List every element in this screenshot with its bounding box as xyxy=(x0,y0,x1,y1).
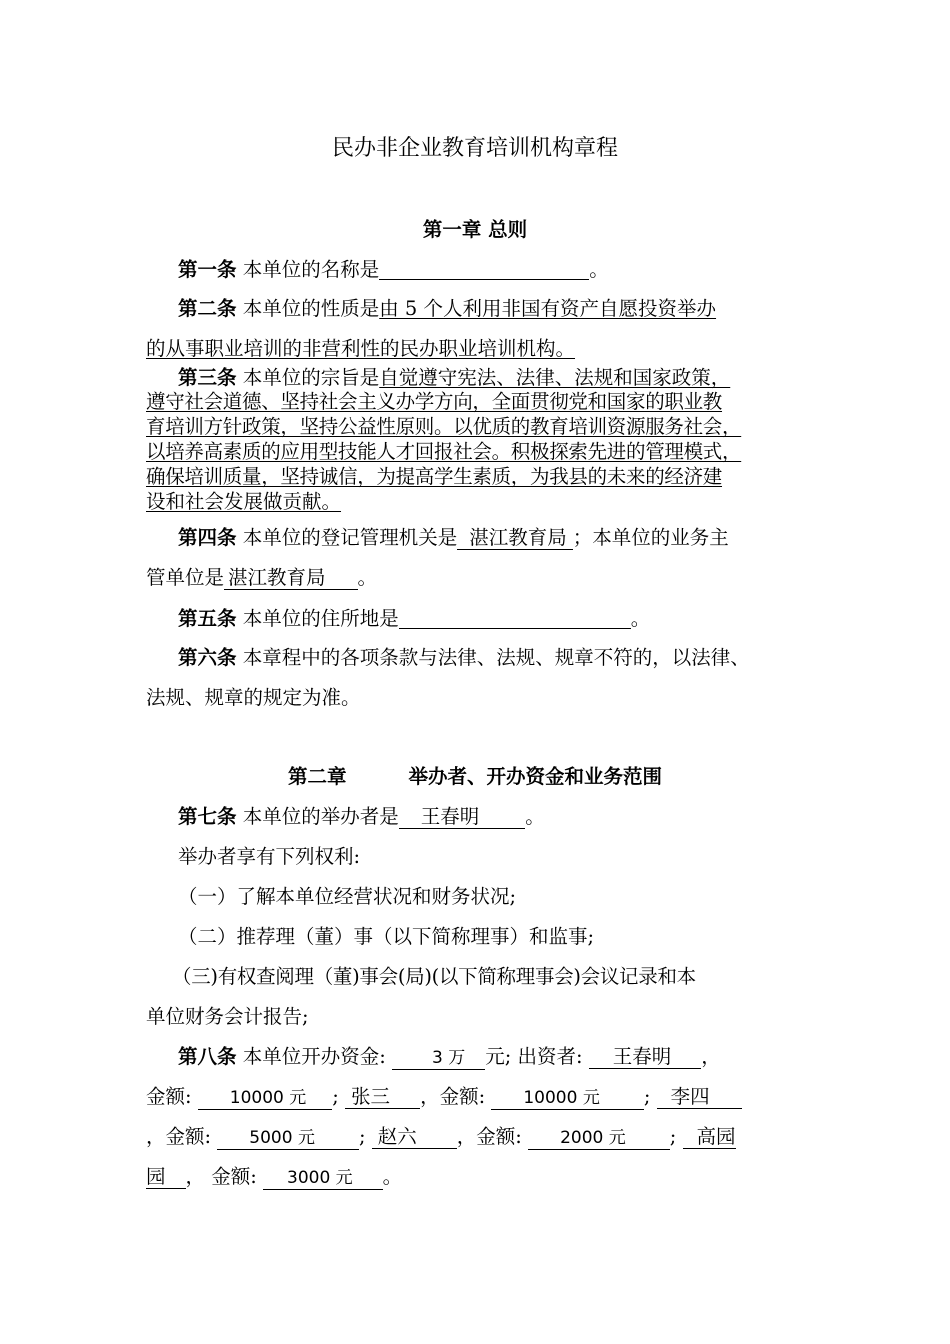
amount-3-field[interactable]: 5000 元 xyxy=(217,1127,359,1150)
amount-label: 金额: xyxy=(165,1125,212,1148)
registration-authority-field[interactable]: 湛江教育局 xyxy=(457,527,573,550)
amount-2-field[interactable]: 10000 元 xyxy=(491,1087,643,1110)
article-2-label: 第二条 xyxy=(178,297,237,320)
comma: ， xyxy=(701,1045,721,1068)
investor-4-field[interactable]: 赵六 xyxy=(372,1126,457,1149)
article-8-line-1 xyxy=(178,1045,721,1070)
article-3-purpose-line-1: 自觉遵守宪法、法律、法规和国家政策， xyxy=(379,366,731,389)
article-4-text-3: 管单位是 xyxy=(146,566,225,589)
article-3-purpose-line-5: 确保培训质量，坚持诚信，为提高学生素质，为我县的未来的经济建 xyxy=(146,465,723,488)
article-5 xyxy=(178,606,650,631)
article-3-purpose-line-4: 以培养高素质的应用型技能人才回报社会。积极探索先进的管理模式， xyxy=(146,440,742,463)
name-blank[interactable] xyxy=(379,257,589,280)
article-6-text-1: 本章程中的各项条款与法律、法规、规章不符的，以法律、 xyxy=(242,646,750,669)
founder-field[interactable]: 王春明 xyxy=(399,806,526,829)
article-8-line-2: 金额: 10000 元 ; 张三 ，金额: 10000 元 ; 李四 xyxy=(146,1085,742,1110)
article-4-line-1 xyxy=(178,526,729,550)
amount-4-field[interactable]: 2000 元 xyxy=(528,1127,670,1150)
investor-1-field[interactable]: 王春明 xyxy=(589,1046,702,1069)
article-3-line-1 xyxy=(178,366,730,390)
chapter-2-number: 第二章 xyxy=(287,765,347,788)
capital-field[interactable]: 3 万 xyxy=(392,1047,485,1070)
founder-right-3-line-1: （三)有权查阅理（董)事会(局)(以下简称理事会)会议记录和本 xyxy=(172,965,696,988)
article-6-label: 第六条 xyxy=(178,646,237,669)
supervisory-unit-field[interactable]: 湛江教育局 xyxy=(224,567,358,590)
article-5-end: 。 xyxy=(630,607,651,630)
investor-5-field-part-2[interactable]: 园 xyxy=(146,1166,186,1189)
investor-2-field[interactable]: 张三 xyxy=(345,1086,420,1109)
investor-5-field-part-1[interactable]: 高园 xyxy=(683,1126,736,1149)
article-4-text-2: ；本单位的业务主 xyxy=(572,526,729,549)
amount-5-field[interactable]: 3000 元 xyxy=(263,1167,383,1190)
article-8-line-3: ，金额: 5000 元 ; 赵六 ，金额: 2000 元 ; 高园 xyxy=(146,1125,736,1148)
article-8-line-4: 园 ， 金额: 3000 元 。 xyxy=(146,1165,403,1188)
article-8-text: 本单位开办资金: xyxy=(242,1045,386,1068)
capital-unit: 元; 出资者: xyxy=(485,1045,583,1068)
article-3-purpose-line-2: 遵守社会道德、坚持社会主义办学方向，全面贯彻党和国家的职业教 xyxy=(146,390,723,413)
article-1-label: 第一条 xyxy=(178,258,237,281)
article-8-end: 。 xyxy=(382,1165,403,1188)
article-4-text-1: 本单位的登记管理机关是 xyxy=(242,526,458,549)
article-7-end: 。 xyxy=(525,805,545,828)
investor-3-field[interactable]: 李四 xyxy=(657,1086,742,1109)
article-6-text-2: 法规、规章的规定为准。 xyxy=(146,686,361,709)
address-blank[interactable] xyxy=(399,606,631,629)
article-4-end: 。 xyxy=(357,566,378,589)
article-3-purpose-line-6: 设和社会发展做贡献。 xyxy=(146,490,342,513)
article-5-label: 第五条 xyxy=(178,607,237,630)
founder-rights-intro: 举办者享有下列权利: xyxy=(178,845,361,868)
chapter-1-heading: 第一章 总则 xyxy=(422,218,528,241)
chapter-2-name: 举办者、开办资金和业务范围 xyxy=(408,765,663,788)
founder-right-2: （二）推荐理（董）事（以下简称理事）和监事; xyxy=(178,925,595,948)
amount-label: 金额: xyxy=(211,1165,257,1188)
article-1-end: 。 xyxy=(589,258,609,281)
article-4-line-2 xyxy=(146,566,377,590)
article-5-text: 本单位的住所地是 xyxy=(242,607,399,630)
article-1-text: 本单位的名称是 xyxy=(242,258,380,281)
article-7-text: 本单位的举办者是 xyxy=(242,805,399,828)
article-4-label: 第四条 xyxy=(178,526,237,549)
founder-right-3-line-2: 单位财务会计报告; xyxy=(146,1005,309,1028)
article-8-label: 第八条 xyxy=(178,1045,237,1068)
article-3-label: 第三条 xyxy=(178,366,237,389)
document-title: 民办非企业教育培训机构章程 xyxy=(331,136,618,161)
article-2-line-1 xyxy=(178,297,716,321)
amount-1-field[interactable]: 10000 元 xyxy=(198,1087,332,1110)
amount-label: 金额: xyxy=(439,1085,486,1108)
article-7 xyxy=(178,805,545,829)
chapter-2-heading xyxy=(0,765,950,789)
article-3-purpose-line-3: 育培训方针政策，坚持公益性原则。以优质的教育培训资源服务社会， xyxy=(146,415,742,438)
article-6-line-1 xyxy=(178,646,750,670)
article-7-label: 第七条 xyxy=(178,805,237,828)
article-2-nature-line-1: 由 5 个人利用非国有资产自愿投资举办 xyxy=(379,297,717,320)
amount-label: 金额: xyxy=(476,1125,522,1148)
article-2-prefix: 本单位的性质是 xyxy=(242,297,380,320)
article-3-prefix: 本单位的宗旨是 xyxy=(242,366,380,389)
article-1 xyxy=(178,257,609,282)
article-2-nature-line-2: 的从事职业培训的非营利性的民办职业培训机构。 xyxy=(146,337,576,360)
amount-label: 金额: xyxy=(146,1085,192,1108)
founder-right-1: （一）了解本单位经营状况和财务状况; xyxy=(178,885,517,908)
